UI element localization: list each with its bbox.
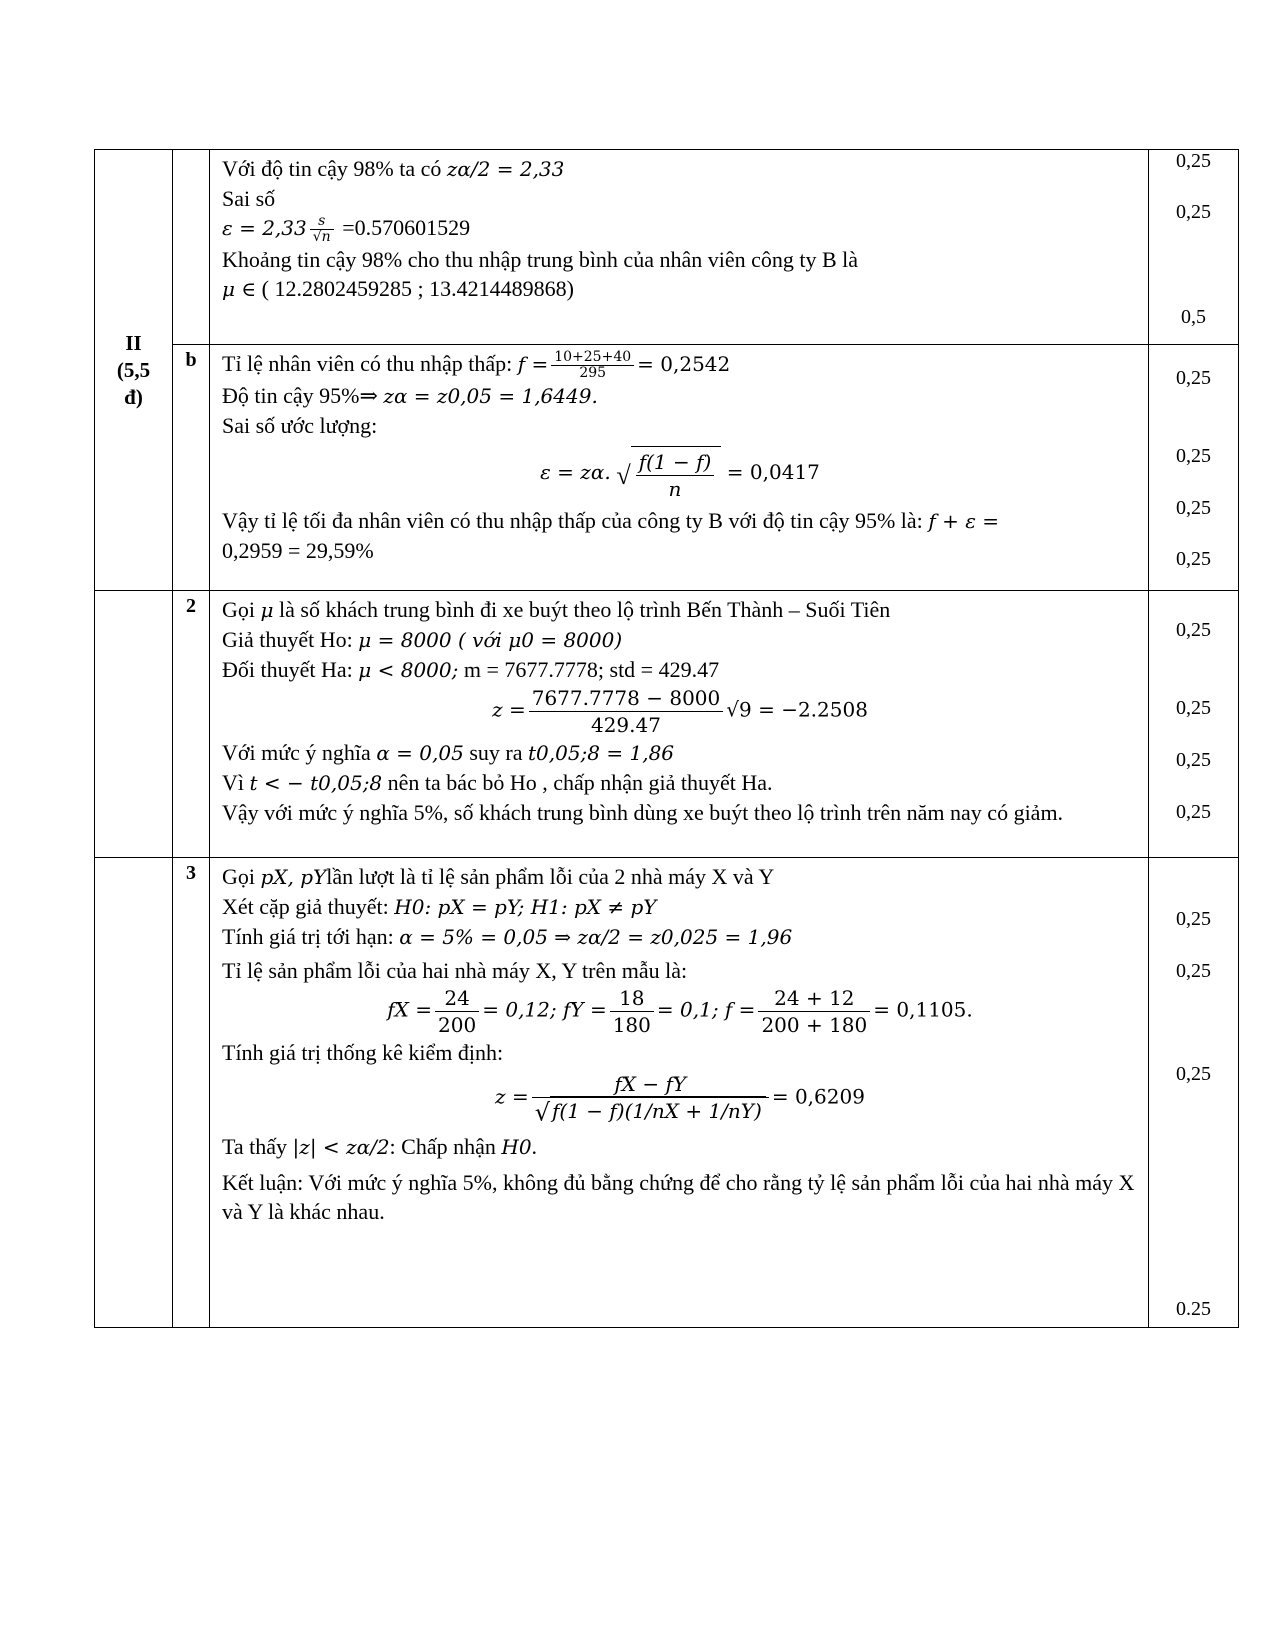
math: fX =	[387, 997, 433, 1022]
text-line	[222, 738, 1138, 768]
fraction	[310, 214, 334, 245]
numerator: fX − fY	[532, 1071, 769, 1098]
text-line	[222, 213, 1138, 245]
fraction	[758, 985, 870, 1038]
denominator: 200	[438, 1013, 477, 1037]
formula-line	[222, 685, 1138, 738]
formula-line	[222, 985, 1138, 1038]
text-line	[222, 349, 1138, 381]
math: f + ε =	[928, 509, 1000, 534]
radical-sign: √	[616, 460, 631, 491]
score-cell	[1149, 345, 1239, 591]
score-cell	[1149, 150, 1239, 345]
math: pX, pY	[260, 865, 327, 889]
numerator: 24 + 12	[758, 985, 870, 1012]
text: =0.570601529	[336, 215, 471, 240]
text-line	[222, 892, 1138, 922]
numerator: s	[310, 214, 334, 230]
text: : Chấp nhận	[389, 1133, 502, 1159]
text: Ta thấy	[222, 1133, 293, 1159]
score: 0,25	[1176, 548, 1211, 570]
text-line: Tính giá trị thống kê kiểm định:	[222, 1040, 504, 1065]
score: 0,25	[1176, 960, 1211, 982]
score: 0,25	[1176, 1063, 1211, 1085]
math: t0,05;8 = 1,86	[527, 741, 675, 765]
text: lần lượt là tỉ lệ sản phẩm lỗi của 2 nhà máy X và Y	[326, 864, 775, 889]
sub-label: 2	[173, 591, 210, 858]
text-line	[222, 506, 1138, 536]
math: z =	[495, 1084, 529, 1109]
text: Gọi	[222, 597, 261, 622]
math: √9 = −2.2508	[726, 697, 868, 722]
text-line: Kết luận: Với mức ý nghĩa 5%, không đủ bằng chứng để cho rằng tỷ lệ sản phẩm lỗi của hai nhà máy X và Y là khác nhau.	[222, 1169, 1135, 1224]
empty-cell	[95, 858, 173, 1328]
numerator: 10+25+40	[551, 350, 634, 366]
denominator: 200 + 180	[761, 1013, 868, 1037]
fraction	[435, 985, 479, 1038]
text: Tỉ lệ nhân viên có thu nhập thấp:	[222, 351, 518, 376]
text-line	[222, 922, 1138, 952]
score: 0,25	[1176, 619, 1211, 641]
math: = 0,12; fY =	[482, 997, 607, 1022]
text: Vì	[222, 770, 250, 795]
section-label: II	[125, 330, 142, 355]
text: Giả thuyết Ho:	[222, 627, 359, 652]
score: 0,25	[1176, 697, 1211, 719]
math: α = 5% = 0,05 ⇒ zα/2 = z0,025 = 1,96	[399, 925, 793, 949]
numerator: 24	[435, 985, 479, 1012]
table-row	[95, 345, 1239, 591]
text: Gọi	[222, 864, 261, 889]
text-line	[222, 655, 1138, 685]
math: = 0,2542	[637, 352, 731, 376]
text-line: Tỉ lệ sản phẩm lỗi của hai nhà máy X, Y trên mẫu là:	[222, 958, 688, 983]
score: 0,25	[1176, 367, 1211, 389]
empty-cell	[95, 591, 173, 858]
content-cell	[210, 345, 1149, 591]
text-line	[222, 595, 1138, 625]
text: Đối thuyết Ha:	[222, 657, 359, 682]
text: m = 7677.7778; std = 429.47	[458, 657, 720, 682]
text: Với mức ý nghĩa	[222, 740, 377, 765]
denominator: 180	[612, 1013, 651, 1037]
math: μ ∈	[222, 277, 257, 302]
math: μ < 8000;	[358, 658, 459, 682]
radical-sign: √	[534, 1098, 550, 1127]
denominator: 295	[579, 365, 607, 382]
math: ε = 2,33	[222, 216, 307, 240]
text-line: Vậy với mức ý nghĩa 5%, số khách trung bình dùng xe buýt theo lộ trình trên năm nay có giảm.	[222, 800, 1064, 825]
text: Với độ tin cậy 98% ta có	[222, 156, 447, 181]
score: 0,25	[1176, 201, 1211, 223]
text-line	[222, 1132, 1138, 1162]
math: = 0,1105.	[873, 997, 973, 1022]
math: |z| < zα/2	[292, 1134, 390, 1159]
answer-table	[94, 149, 1239, 1328]
score: 0,25	[1176, 445, 1211, 467]
numerator: f(1 − f)	[636, 449, 715, 476]
score: 0,25	[1176, 908, 1211, 930]
sqrt	[616, 446, 721, 502]
text-line: 0,2959 = 29,59%	[222, 538, 374, 564]
content-cell	[210, 150, 1149, 345]
math: H0: pX = pY; H1: pX ≠ pY	[394, 895, 657, 919]
text-line	[222, 154, 1138, 184]
math: = 0,6209	[771, 1084, 865, 1109]
numerator: 18	[610, 985, 654, 1012]
score: 0,25	[1176, 150, 1211, 172]
fraction	[636, 449, 715, 502]
denominator: √n	[312, 229, 331, 246]
text-line	[222, 625, 1138, 655]
math: f =	[517, 352, 549, 376]
sub-label: b	[173, 345, 210, 591]
math: = 0,1; f =	[656, 997, 756, 1022]
score: 0,25	[1176, 749, 1211, 771]
math: μ	[260, 598, 274, 622]
text: Vậy tỉ lệ tối đa nhân viên có thu nhập thấp của công ty B với độ tin cậy 95% là:	[222, 508, 929, 534]
score: 0,25	[1176, 497, 1211, 519]
math: ε = zα.	[540, 460, 611, 485]
table-row	[95, 591, 1239, 858]
content-cell	[210, 591, 1149, 858]
text-line: Khoảng tin cậy 98% cho thu nhập trung bình của nhân viên công ty B là	[222, 247, 859, 273]
text: Độ tin cậy 95%⇒	[222, 383, 384, 409]
radicand: f(1 − f)(1/nX + 1/nY)	[550, 1096, 766, 1123]
text-line: Sai số	[222, 186, 276, 211]
score-cell	[1149, 591, 1239, 858]
sub-label: 3	[173, 858, 210, 1328]
text: suy ra	[463, 740, 528, 765]
math: α = 0,05	[376, 741, 464, 765]
math: zα = z0,05 = 1,6449.	[383, 384, 598, 409]
fraction	[532, 1071, 769, 1126]
math: zα/2 = 2,33	[446, 157, 565, 181]
math: z =	[492, 697, 526, 722]
fraction	[529, 685, 724, 738]
sub-label	[173, 150, 210, 345]
math: = 0,0417	[726, 460, 820, 485]
math: t < − t0,05;8	[249, 771, 383, 795]
text-line	[222, 274, 1138, 304]
table-row	[95, 150, 1239, 345]
section-points-unit: đ)	[124, 384, 143, 409]
fraction	[610, 985, 654, 1038]
text: .	[531, 1133, 538, 1159]
score-cell	[1149, 858, 1239, 1328]
denominator	[532, 1098, 769, 1126]
score: 0,5	[1181, 306, 1206, 328]
denominator: 429.47	[590, 713, 661, 737]
fraction	[551, 350, 634, 381]
text: Tính giá trị tới hạn:	[222, 924, 400, 949]
formula-line	[222, 446, 1138, 502]
text-line	[222, 862, 1138, 892]
formula-line	[222, 1071, 1138, 1126]
score: 0,25	[1176, 801, 1211, 823]
text-line	[222, 381, 1138, 411]
content-cell	[210, 858, 1149, 1328]
math: H0	[501, 1134, 532, 1159]
section-points: (5,5	[116, 357, 151, 382]
table-row	[95, 858, 1239, 1328]
text: ( 12.2802459285 ; 13.4214489868)	[256, 276, 574, 302]
text: là số khách trung bình đi xe buýt theo lộ trình Bến Thành – Suối Tiên	[273, 597, 891, 622]
numerator: 7677.7778 − 8000	[529, 685, 724, 712]
text-line: Sai số ước lượng:	[222, 413, 378, 439]
denominator: n	[668, 477, 682, 502]
math: μ = 8000 ( với μ0 = 8000)	[358, 628, 623, 652]
text-line	[222, 768, 1138, 798]
text: Xét cặp giả thuyết:	[222, 894, 395, 919]
text: nên ta bác bỏ Ho , chấp nhận giả thuyết Ha.	[382, 770, 773, 795]
section-cell	[95, 150, 173, 591]
score: 0.25	[1176, 1298, 1211, 1320]
